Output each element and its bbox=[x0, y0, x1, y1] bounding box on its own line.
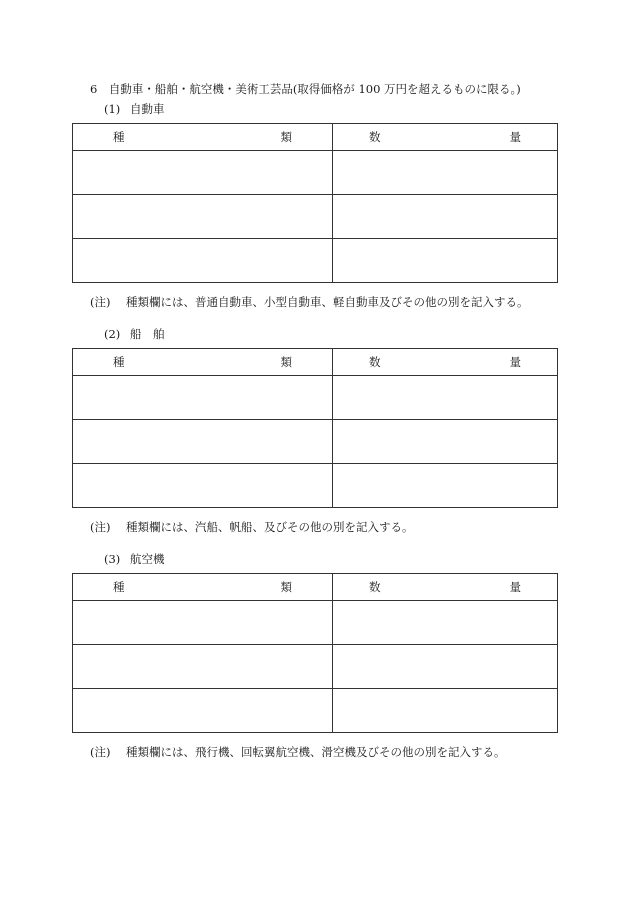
section-name: 自動車 bbox=[130, 102, 165, 116]
kind-header bbox=[73, 574, 333, 601]
quantity-cell[interactable] bbox=[333, 420, 558, 464]
kind-header-char-2: 類 bbox=[280, 580, 292, 594]
table-header-row bbox=[73, 574, 558, 601]
kind-header-char-1: 種 bbox=[113, 130, 125, 144]
kind-header-char-1: 種 bbox=[113, 355, 125, 369]
quantity-cell[interactable] bbox=[333, 376, 558, 420]
note-ship bbox=[90, 519, 414, 535]
table-row bbox=[73, 376, 558, 420]
table-row bbox=[73, 601, 558, 645]
section-name: 船 舶 bbox=[130, 327, 165, 341]
table-row bbox=[73, 195, 558, 239]
table-row bbox=[73, 689, 558, 733]
section-heading-aircraft bbox=[104, 551, 165, 567]
quantity-cell[interactable] bbox=[333, 689, 558, 733]
quantity-cell[interactable] bbox=[333, 601, 558, 645]
page-title: 6 自動車・船舶・航空機・美術工芸品(取得価格が 100 万円を超えるものに限る。) bbox=[90, 82, 521, 96]
quantity-header-char-2: 量 bbox=[509, 355, 521, 369]
table-row bbox=[73, 151, 558, 195]
kind-header-char-2: 類 bbox=[280, 355, 292, 369]
table-row bbox=[73, 464, 558, 508]
quantity-header bbox=[333, 124, 558, 151]
kind-cell[interactable] bbox=[73, 151, 333, 195]
section-heading-automobile bbox=[104, 101, 165, 117]
section-number: (2) bbox=[104, 327, 121, 341]
note-text: 種類欄には、普通自動車、小型自動車、軽自動車及びその他の別を記入する。 bbox=[126, 295, 529, 309]
quantity-cell[interactable] bbox=[333, 239, 558, 283]
kind-header bbox=[73, 124, 333, 151]
quantity-cell[interactable] bbox=[333, 151, 558, 195]
quantity-header-char-1: 数 bbox=[369, 355, 381, 369]
quantity-header bbox=[333, 349, 558, 376]
table-row bbox=[73, 645, 558, 689]
kind-cell[interactable] bbox=[73, 464, 333, 508]
note-text: 種類欄には、汽船、帆船、及びその他の別を記入する。 bbox=[126, 520, 414, 534]
kind-header-char-2: 類 bbox=[280, 130, 292, 144]
aircraft-table bbox=[72, 573, 558, 733]
section-number: (1) bbox=[104, 102, 121, 116]
ship-table bbox=[72, 348, 558, 508]
note-aircraft bbox=[90, 744, 506, 760]
note-tag: (注) bbox=[90, 745, 111, 759]
quantity-header-char-1: 数 bbox=[369, 130, 381, 144]
section-heading-ship bbox=[104, 326, 165, 342]
table-row bbox=[73, 420, 558, 464]
automobile-table bbox=[72, 123, 558, 283]
kind-cell[interactable] bbox=[73, 239, 333, 283]
quantity-header-char-2: 量 bbox=[509, 580, 521, 594]
quantity-cell[interactable] bbox=[333, 195, 558, 239]
note-automobile bbox=[90, 294, 529, 310]
table-header-row bbox=[73, 124, 558, 151]
quantity-cell[interactable] bbox=[333, 645, 558, 689]
table-row bbox=[73, 239, 558, 283]
note-text: 種類欄には、飛行機、回転翼航空機、滑空機及びその他の別を記入する。 bbox=[126, 745, 506, 759]
section-name: 航空機 bbox=[130, 552, 165, 566]
table-header-row bbox=[73, 349, 558, 376]
quantity-header bbox=[333, 574, 558, 601]
kind-header bbox=[73, 349, 333, 376]
kind-cell[interactable] bbox=[73, 195, 333, 239]
kind-cell[interactable] bbox=[73, 689, 333, 733]
quantity-header-char-2: 量 bbox=[509, 130, 521, 144]
kind-cell[interactable] bbox=[73, 645, 333, 689]
section-number: (3) bbox=[104, 552, 121, 566]
kind-header-char-1: 種 bbox=[113, 580, 125, 594]
kind-cell[interactable] bbox=[73, 601, 333, 645]
kind-cell[interactable] bbox=[73, 376, 333, 420]
note-tag: (注) bbox=[90, 295, 111, 309]
quantity-cell[interactable] bbox=[333, 464, 558, 508]
quantity-header-char-1: 数 bbox=[369, 580, 381, 594]
kind-cell[interactable] bbox=[73, 420, 333, 464]
note-tag: (注) bbox=[90, 520, 111, 534]
